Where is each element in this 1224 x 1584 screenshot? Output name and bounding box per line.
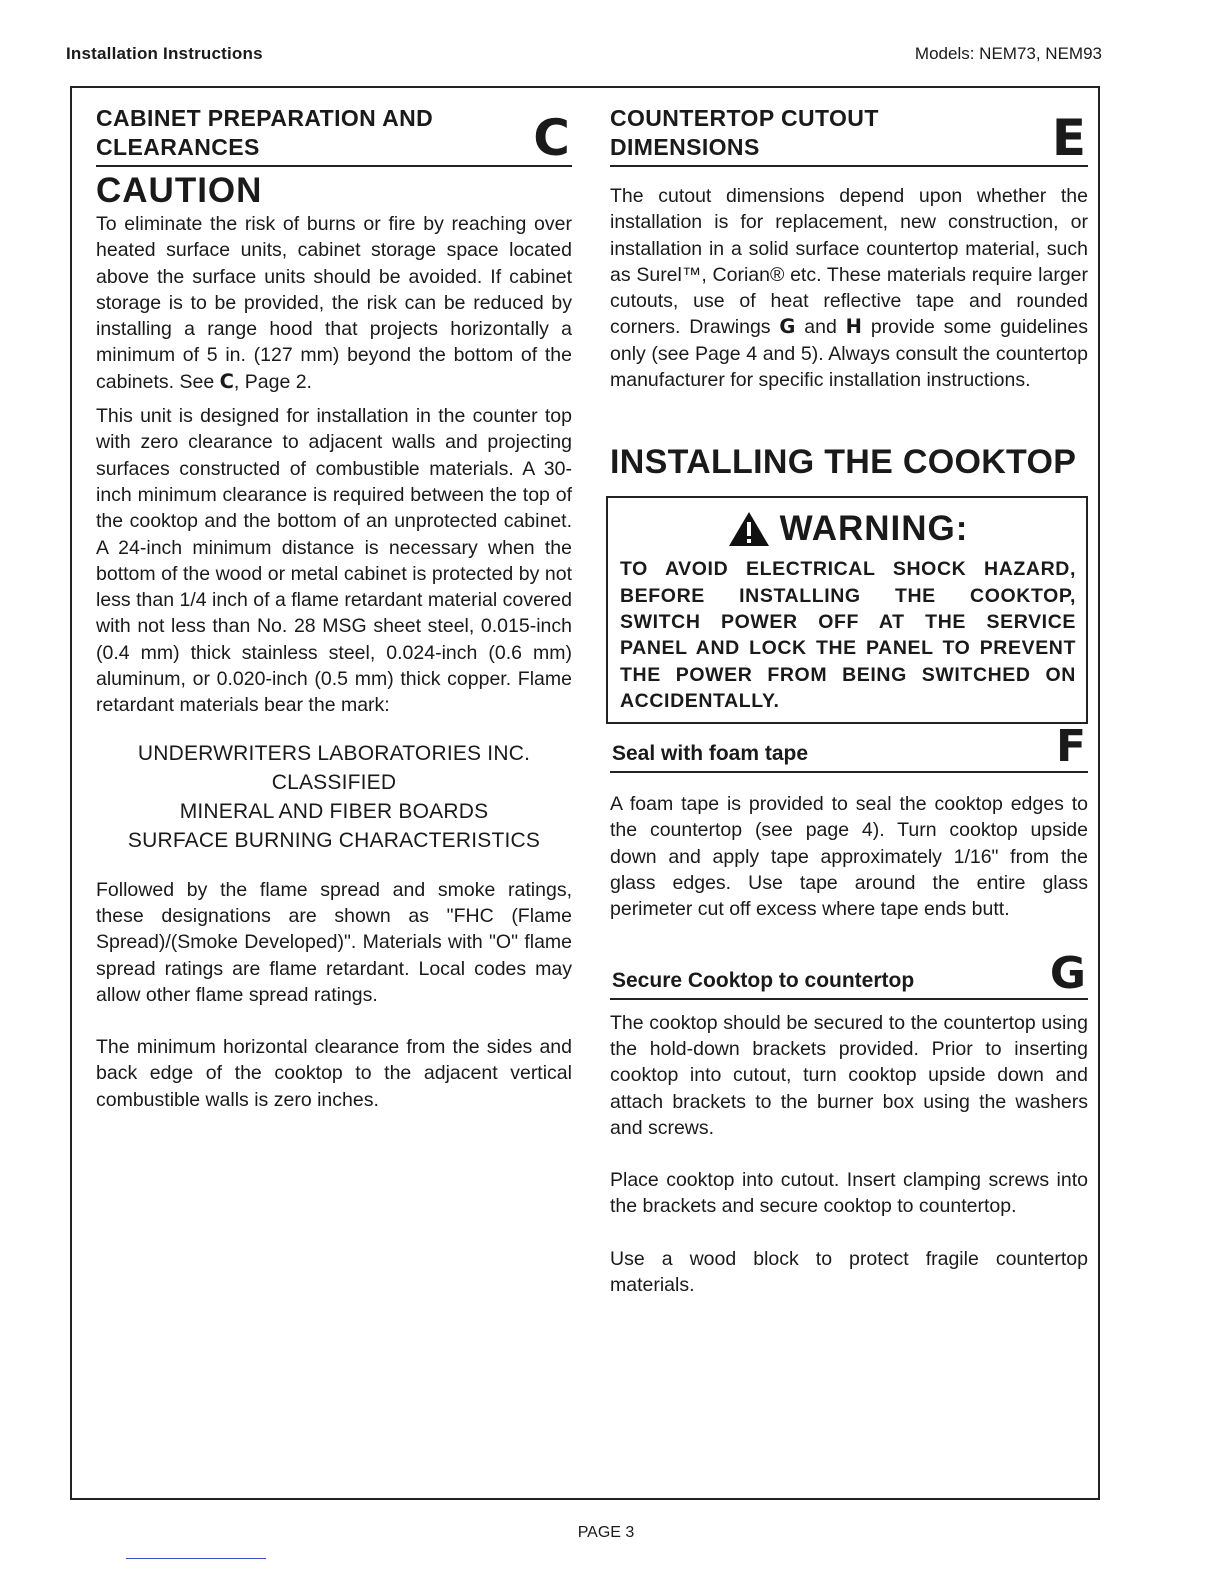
ratings-paragraph: Followed by the flame spread and smoke ratings, these designations are shown as "FHC (Flame Spread)/(Smoke Developed)". Materials with "O" flame spread ratings are flame retardant. Local codes may allow other flame spread ratings. [96,878,572,1006]
ul-classification [96,739,572,855]
section-c-title [96,104,496,162]
secure-title: Secure Cooktop to countertop [612,968,915,992]
section-e-title [610,104,1010,162]
section-f-letter: F [1055,721,1086,773]
section-c-heading [96,104,572,167]
section-e-title-line2: DIMENSIONS [610,134,760,160]
section-e-title-line1: COUNTERTOP CUTOUT [610,105,879,131]
section-c-title-line1: CABINET PREPARATION AND [96,105,434,131]
ul-line-2: CLASSIFIED [271,770,397,794]
left-column [96,104,572,1113]
cutout-text: The cutout dimensions depend upon whether the installation is for replacement, new construction, or installation in a solid surface countertop material, such as Surel™, Corian® etc. These materials require larger cutouts, use of heat reflective tape and rounded corners. Drawings [610,185,1088,339]
header-title: Installation Instructions [66,44,263,63]
section-e-heading [610,104,1088,167]
header-models: Models: NEM73, NEM93 [914,44,1102,63]
caution-heading: CAUTION [96,171,263,210]
section-c-title-line2: CLEARANCES [96,134,260,160]
page-number-text: PAGE 3 [577,1524,635,1541]
blue-rule [126,1558,266,1559]
ref-letter-h: H [845,315,862,339]
secure-paragraph-3: Use a wood block to protect fragile countertop materials. [610,1247,1088,1297]
warning-title: WARNING: [779,509,969,549]
section-g-heading [610,947,1088,1000]
caution-text-end: , Page 2. [233,370,312,393]
horizontal-clearance-paragraph: The minimum horizontal clearance from the sides and back edge of the cooktop to the adjacent vertical combustible walls is zero inches. [96,1036,572,1111]
warning-box [606,496,1088,724]
caution-paragraph [96,211,572,395]
right-column [610,104,1088,1298]
secure-paragraph-1: The cooktop should be secured to the countertop using the hold-down brackets provided. Prior to inserting cooktop into cutout, turn cooktop upside down and attach brackets to the burner box using the washers and screws. [610,1011,1088,1139]
seal-title: Seal with foam tape [612,742,809,766]
section-f-heading [610,721,1088,773]
ul-line-1: UNDERWRITERS LABORATORIES INC. [137,741,531,765]
clearance-paragraph: This unit is designed for installation in the counter top with zero clearance to adjacent walls and projecting surfaces constructed of combustible materials. A 30-inch minimum clearance is required between the top of the cooktop and the bottom of an unprotected cabinet. A 24-inch minimum distance is necessary when the bottom of the wood or metal cabinet is protected by not less than 1/4 inch of a flame retardant material covered with not less than No. 28 MSG sheet steel, 0.015-inch (0.4 mm) thick stainless steel, 0.024-inch (0.6 mm) aluminum, or 0.020-inch (0.5 mm) thick copper. Flame retardant materials bear the mark: [96,405,572,717]
ref-letter-g: G [779,315,796,339]
cutout-and: and [795,316,846,339]
ref-letter-c: C [219,369,234,393]
warning-heading [620,506,1076,552]
section-e-letter: E [1051,109,1086,167]
caution-text: To eliminate the risk of burns or fire by reaching over heated surface units, cabinet storage space located above the surface units should be avoided. If cabinet storage is to be provided, the risk can be reduced by installing a range hood that projects horizontally a minimum of 5 in. (127 mm) beyond the bottom of the cabinets. See [96,213,572,393]
warning-triangle-icon [728,511,770,547]
cutout-text-end: provide some guidelines only (see Page 4 and 5). Always consult the countertop manufacturer for specific installation instructions. [610,316,1088,392]
cutout-paragraph [610,183,1088,393]
page-number [0,1524,1224,1542]
ul-line-3: MINERAL AND FIBER BOARDS [179,799,489,823]
warning-text: TO AVOID ELECTRICAL SHOCK HAZARD, BEFORE INSTALLING THE COOKTOP, SWITCH POWER OFF AT THE SERVICE PANEL AND LOCK THE PANEL TO PREVENT THE POWER FROM BEING SWITCHED ON ACCIDENTALLY. [620,558,1076,712]
section-g-letter: G [1049,947,1086,999]
ul-line-4: SURFACE BURNING CHARACTERISTICS [127,828,541,852]
section-c-letter: C [533,109,570,167]
installing-title: INSTALLING THE COOKTOP [610,443,1077,482]
secure-paragraph-2: Place cooktop into cutout. Insert clamping screws into the brackets and secure cooktop to countertop. [610,1169,1088,1218]
seal-paragraph: A foam tape is provided to seal the cooktop edges to the countertop (see page 4). Turn cooktop upside down and apply tape approximately 1/16" from the glass edges. Use tape around the entire glass perimeter cut off excess where tape ends butt. [610,793,1088,921]
